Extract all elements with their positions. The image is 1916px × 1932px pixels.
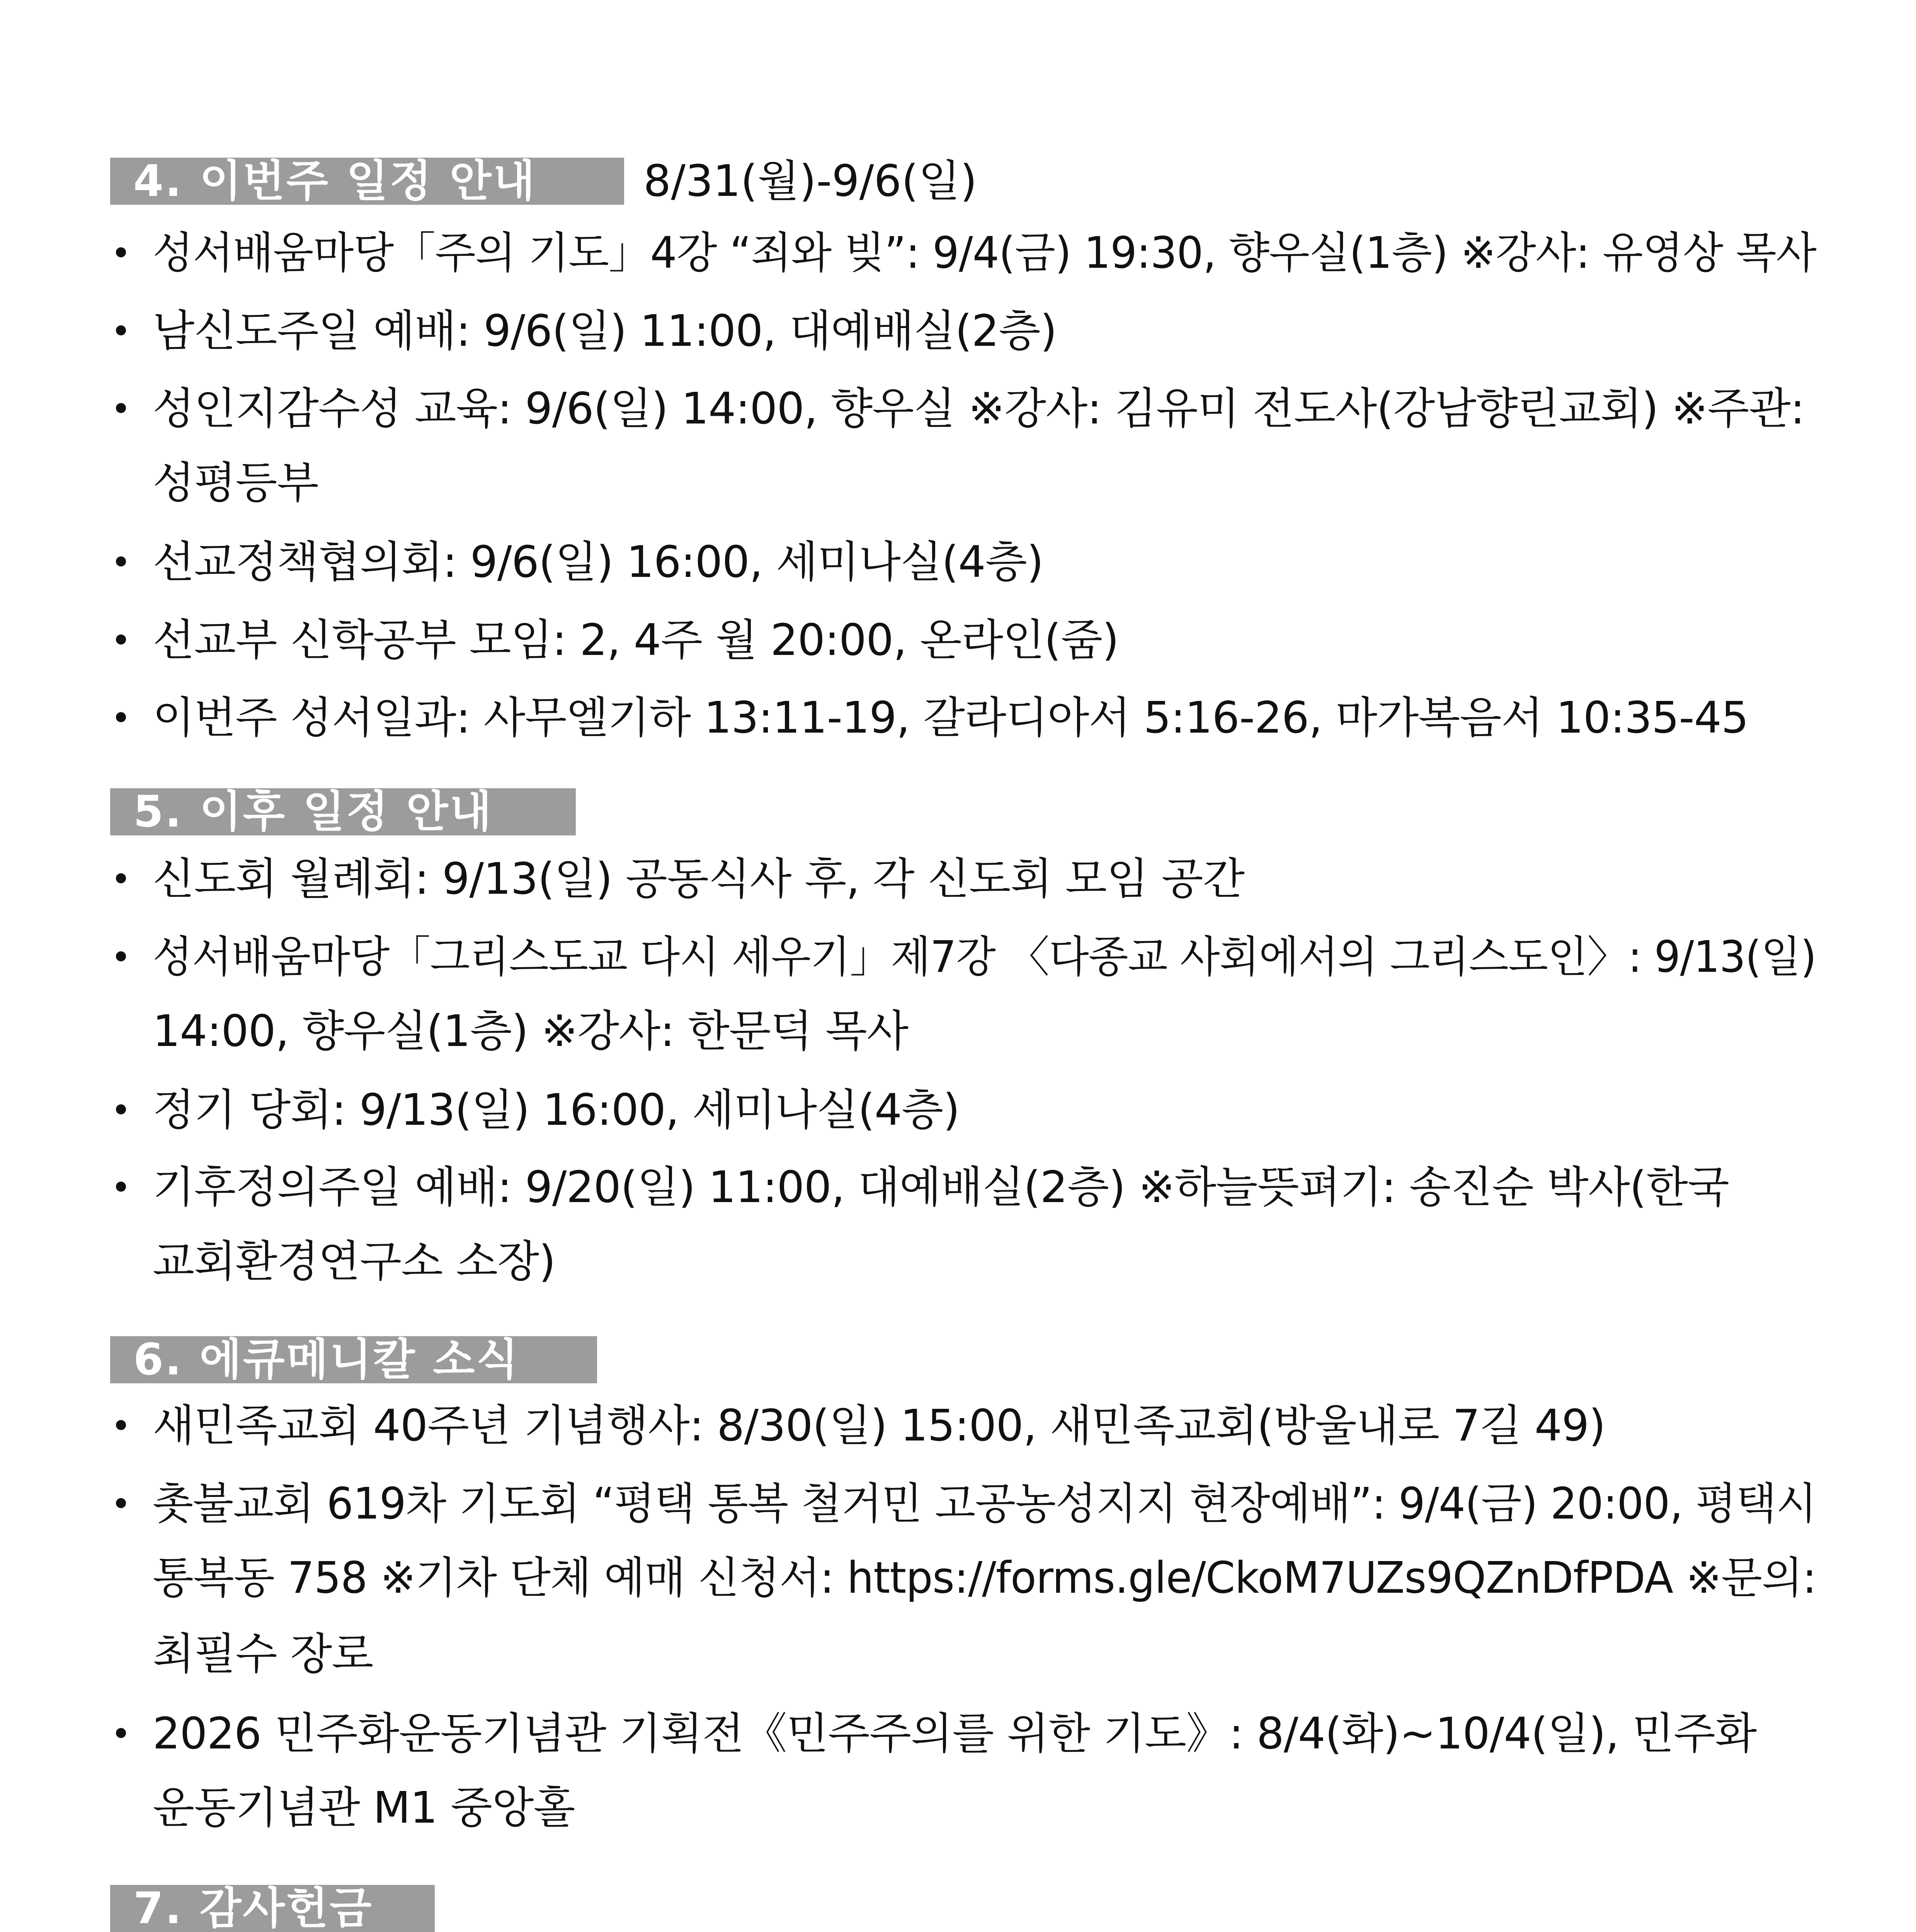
section6-heading: 6. 에큐메니칼 소식 [110, 1336, 597, 1383]
section4-date-range: 8/31(월)-9/6(일) [643, 156, 977, 206]
bullet [116, 1104, 126, 1114]
section7-heading: 7. 감사헌금 [110, 1885, 435, 1932]
bullet [116, 1182, 126, 1192]
schedule-item-continued: 교회환경연구소 소장) [153, 1236, 556, 1287]
ecumenical-item: 새민족교회 40주년 기념행사: 8/30(일) 15:00, 새민족교회(방울내로 7길 49) [153, 1401, 1606, 1451]
bullet [116, 951, 126, 961]
schedule-item: 신도회 월례회: 9/13(일) 공동식사 후, 각 신도회 모임 공간 [153, 854, 1244, 904]
ecumenical-item: 2026 민주화운동기념관 기획전《민주주의를 위한 기도》: 8/4(화)~10/4(일), 민주화 [153, 1709, 1757, 1759]
schedule-item: 성인지감수성 교육: 9/6(일) 14:00, 향우실 ※강사: 김유미 전도사(강남향린교회) ※주관: [153, 384, 1805, 434]
bullet [116, 1728, 126, 1738]
section4-heading: 4. 이번주 일정 안내 [110, 158, 624, 205]
schedule-item-continued: 14:00, 향우실(1층) ※강사: 한문덕 목사 [153, 1006, 909, 1056]
bullet [116, 634, 126, 645]
bullet [116, 556, 126, 566]
schedule-item: 성서배움마당「주의 기도」4강 “죄와 빚”: 9/4(금) 19:30, 향우실(1층) ※강사: 유영상 목사 [153, 228, 1816, 278]
schedule-item-continued: 성평등부 [153, 458, 318, 508]
bullet [116, 325, 126, 335]
section5-heading: 5. 이후 일정 안내 [110, 788, 576, 835]
schedule-item: 남신도주일 예배: 9/6(일) 11:00, 대예배실(2층) [153, 306, 1057, 356]
ecumenical-item-continued: 최필수 장로 [153, 1629, 373, 1679]
schedule-item: 정기 당회: 9/13(일) 16:00, 세미나실(4층) [153, 1085, 960, 1135]
schedule-item: 기후정의주일 예배: 9/20(일) 11:00, 대예배실(2층) ※하늘뜻펴기: 송진순 박사(한국 [153, 1162, 1729, 1213]
ecumenical-item-continued: 통복동 758 ※기차 단체 예매 신청서: https://forms.gle/CkoM7UZs9QZnDfPDA ※문의: [153, 1553, 1816, 1603]
schedule-item: 선교정책협의회: 9/6(일) 16:00, 세미나실(4층) [153, 537, 1043, 587]
bullet [116, 873, 126, 883]
ecumenical-item-continued: 운동기념관 M1 중앙홀 [153, 1783, 575, 1833]
bullet [116, 403, 126, 413]
bullet [116, 1420, 126, 1430]
schedule-item: 이번주 성서일과: 사무엘기하 13:11-19, 갈라디아서 5:16-26, 마가복음서 10:35-45 [153, 693, 1749, 743]
schedule-item: 선교부 신학공부 모임: 2, 4주 월 20:00, 온라인(줌) [153, 615, 1119, 665]
bullet [116, 1498, 126, 1508]
bullet [116, 247, 126, 257]
schedule-item: 성서배움마당「그리스도교 다시 세우기」제7강 〈다종교 사회에서의 그리스도인〉: 9/13(일) [153, 932, 1816, 982]
bullet [116, 712, 126, 722]
ecumenical-item: 촛불교회 619차 기도회 “평택 통복 철거민 고공농성지지 현장예배”: 9/4(금) 20:00, 평택시 [153, 1479, 1817, 1529]
